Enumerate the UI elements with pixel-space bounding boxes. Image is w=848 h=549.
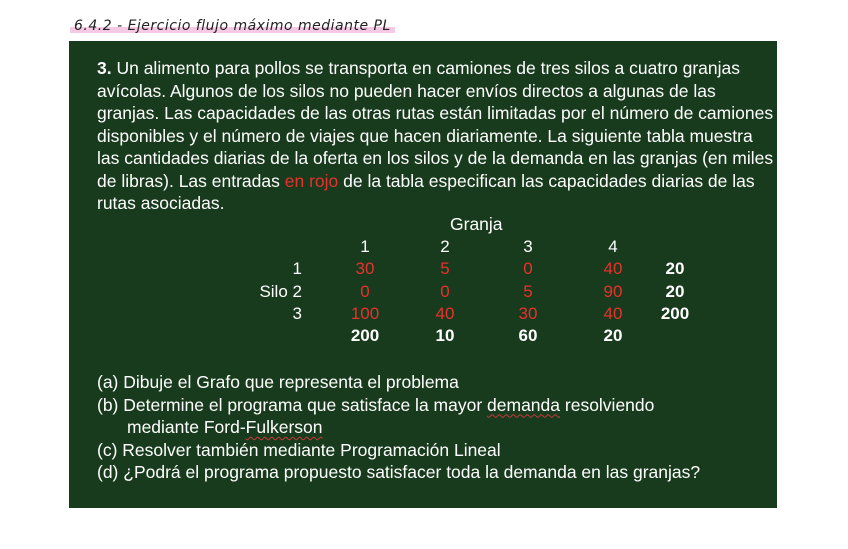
capacity-cell: 90 (603, 282, 623, 301)
demand-cell: 60 (518, 326, 538, 345)
row-header-3: 3 (292, 304, 302, 323)
supply-cell: 20 (665, 259, 685, 278)
capacity-cell: 40 (603, 304, 623, 323)
capacity-cell: 5 (440, 259, 450, 278)
spellcheck-word: Fulkerson (245, 417, 323, 437)
col-header-3: 3 (523, 237, 533, 256)
granja-label: Granja (450, 214, 503, 234)
capacity-cell: 40 (435, 304, 455, 323)
question-b-continued: mediante Ford-Fulkerson (127, 417, 323, 437)
spellcheck-word: demanda (487, 394, 561, 415)
problem-statement (97, 57, 777, 215)
col-header-4: 4 (608, 237, 618, 256)
capacity-cell: 0 (440, 282, 450, 301)
problem-text-1: Un alimento para pollos se transporta en camiones de tres silos a cuatro granjas avícolas. Algunos de los silos no pueden hacer envíos directos a algunas de las granjas. Las capacidades de las otras rutas están limitadas por el número de camiones disponibles y el número de viajes que hacen diariamente. La siguiente tabla muestra las cantidades diarias de la oferta en los silos y de la demanda en las granjas (en miles de libras). Las entradas (97, 58, 774, 191)
problem-slide (69, 41, 777, 508)
problem-number: 3. (97, 58, 112, 78)
handwritten-title: 6.4.2 - Ejercicio flujo máximo mediante PL (70, 18, 395, 34)
question-b: (b) Determine el programa que satisface la mayor demanda resolviendo (97, 394, 655, 415)
capacity-cell: 100 (350, 304, 380, 323)
problem-text-2: de la tabla especifican las capacidades diarias de las rutas asociadas. (97, 170, 755, 213)
question-a: (a) Dibuje el Grafo que representa el problema (97, 372, 459, 392)
capacity-cell: 0 (523, 259, 533, 278)
problem-text-red: en rojo (284, 170, 339, 191)
row-header-2: Silo 2 (259, 282, 302, 301)
capacity-cell: 30 (355, 259, 375, 278)
col-header-1: 1 (360, 237, 370, 256)
demand-cell: 10 (435, 326, 455, 345)
question-d: (d) ¿Podrá el programa propuesto satisfacer toda la demanda en las granjas? (97, 462, 701, 482)
capacity-cell: 0 (360, 282, 370, 301)
capacity-cell: 30 (518, 304, 538, 323)
supply-cell: 200 (660, 304, 690, 323)
demand-cell: 20 (603, 326, 623, 345)
question-list (97, 371, 767, 484)
row-header-1: 1 (292, 259, 302, 278)
question-c: (c) Resolver también mediante Programación Lineal (97, 439, 501, 460)
col-header-2: 2 (440, 237, 450, 256)
capacity-cell: 5 (523, 282, 533, 301)
supply-cell: 20 (665, 282, 685, 301)
silo-label: Silo (259, 282, 288, 301)
capacity-cell: 40 (603, 259, 623, 278)
demand-cell: 200 (350, 326, 380, 345)
